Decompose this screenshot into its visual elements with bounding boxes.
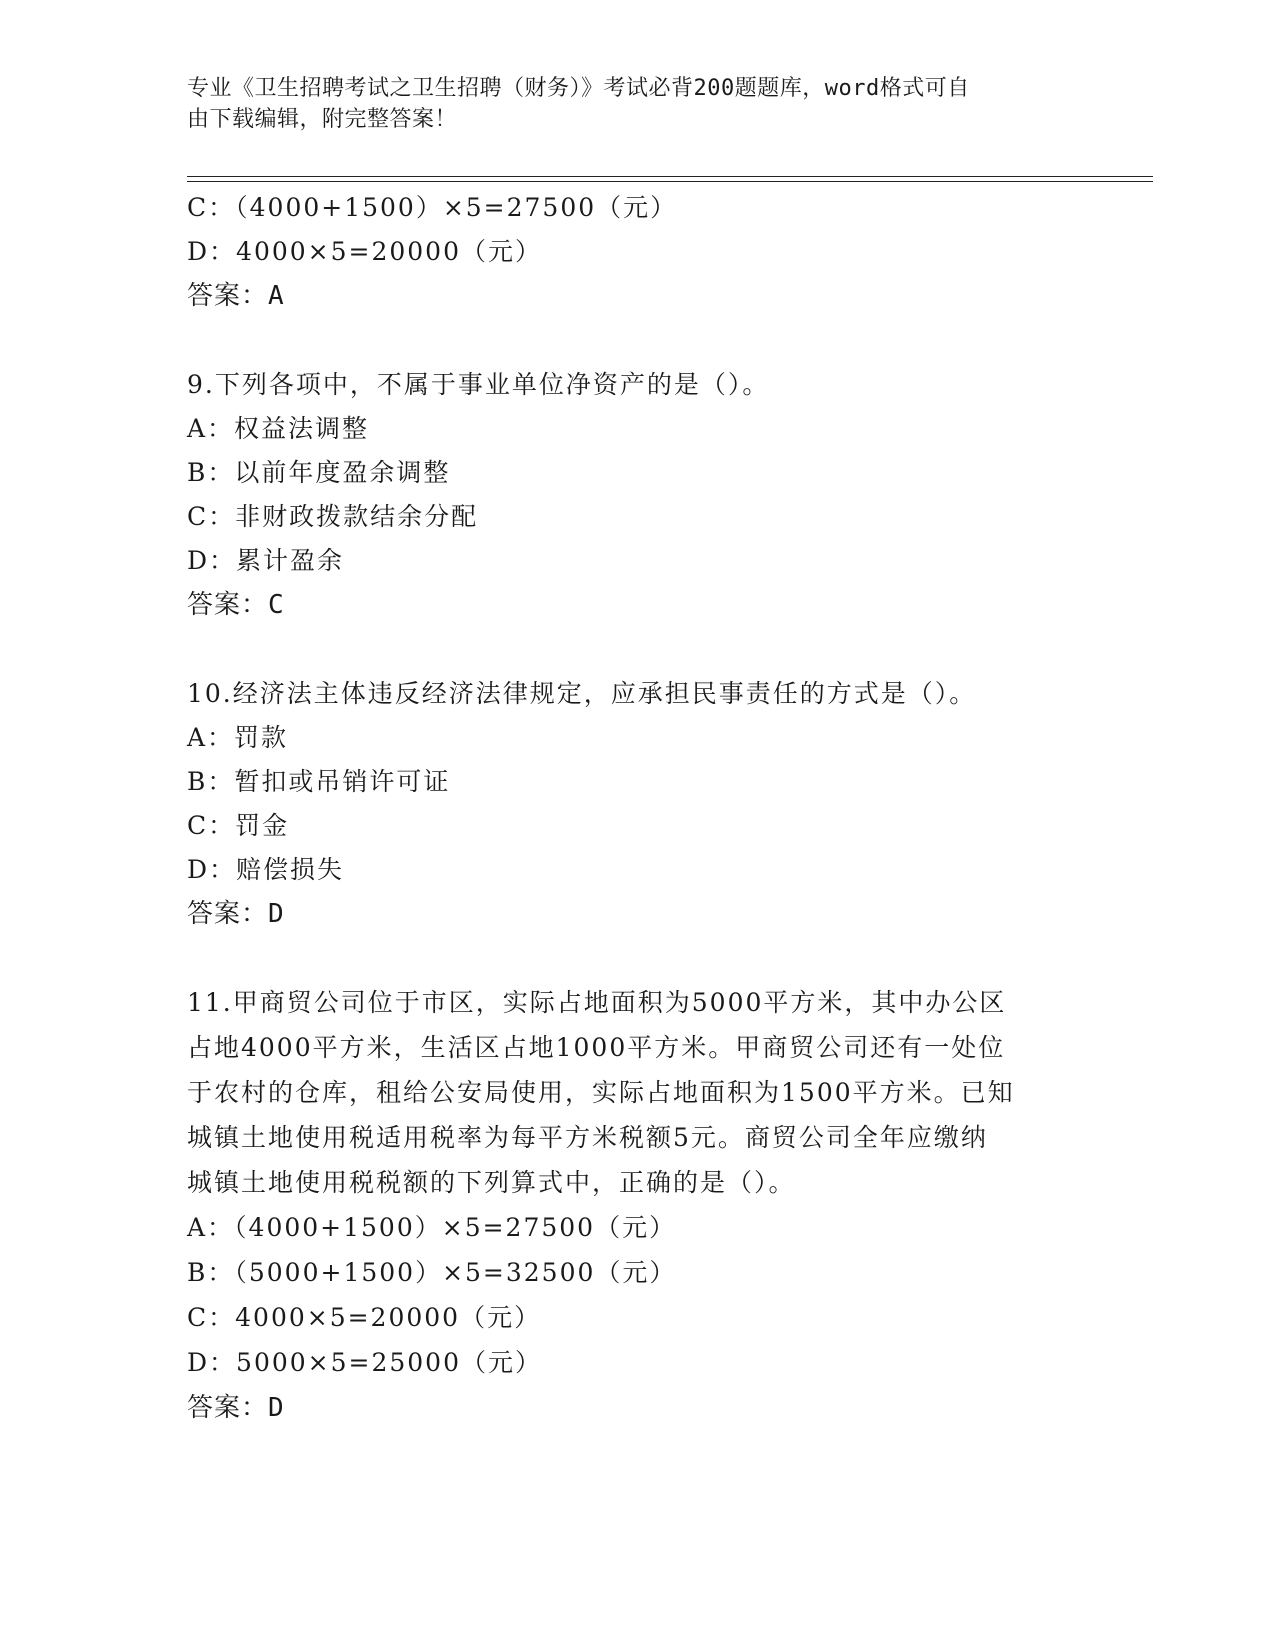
q10-option-d: D：赔偿损失 (187, 855, 345, 884)
q11-answer: 答案：D (187, 1393, 285, 1423)
prev-answer: 答案：A (187, 281, 285, 311)
q11-stem-line-4: 城镇土地使用税适用税率为每平方米税额5元。商贸公司全年应缴纳 (187, 1123, 988, 1152)
header-line-1: 专业《卫生招聘考试之卫生招聘（财务）》考试必背200题题库，word格式可自 (187, 76, 970, 101)
q9-option-b: B：以前年度盈余调整 (187, 458, 451, 487)
q10-option-a: A：罚款 (187, 723, 289, 752)
header-divider-top (187, 176, 1153, 177)
document-header (187, 73, 1067, 135)
q9-stem: 9.下列各项中，不属于事业单位净资产的是（）。 (187, 370, 770, 399)
q11-option-b: B：（5000+1500）×5=32500（元） (187, 1258, 677, 1287)
prev-option-d: D：4000×5=20000（元） (187, 237, 542, 266)
q11-option-d: D：5000×5=25000（元） (187, 1348, 542, 1377)
q11-option-c: C：4000×5=20000（元） (187, 1303, 542, 1332)
q9-answer: 答案：C (187, 590, 285, 620)
q10-answer: 答案：D (187, 899, 285, 929)
q11-stem-line-2: 占地4000平方米，生活区占地1000平方米。甲商贸公司还有一处位 (187, 1033, 1006, 1062)
q10-stem: 10.经济法主体违反经济法律规定，应承担民事责任的方式是（）。 (187, 679, 977, 708)
q11-option-a: A：（4000+1500）×5=27500（元） (187, 1213, 677, 1242)
q9-option-c: C：非财政拨款结余分配 (187, 502, 479, 531)
prev-option-c: C：（4000+1500）×5=27500（元） (187, 193, 678, 222)
q11-stem-line-1: 11.甲商贸公司位于市区，实际占地面积为5000平方米，其中办公区 (187, 988, 1007, 1017)
q11-stem-line-5: 城镇土地使用税税额的下列算式中，正确的是（）。 (187, 1168, 796, 1197)
header-divider-bottom (187, 181, 1153, 182)
q11-stem-line-3: 于农村的仓库，租给公安局使用，实际占地面积为1500平方米。已知 (187, 1078, 1015, 1107)
q9-option-a: A：权益法调整 (187, 414, 370, 443)
q9-option-d: D：累计盈余 (187, 546, 345, 575)
q10-option-b: B：暂扣或吊销许可证 (187, 767, 451, 796)
q10-option-c: C：罚金 (187, 811, 290, 840)
header-line-2: 由下载编辑，附完整答案！ (187, 107, 458, 132)
